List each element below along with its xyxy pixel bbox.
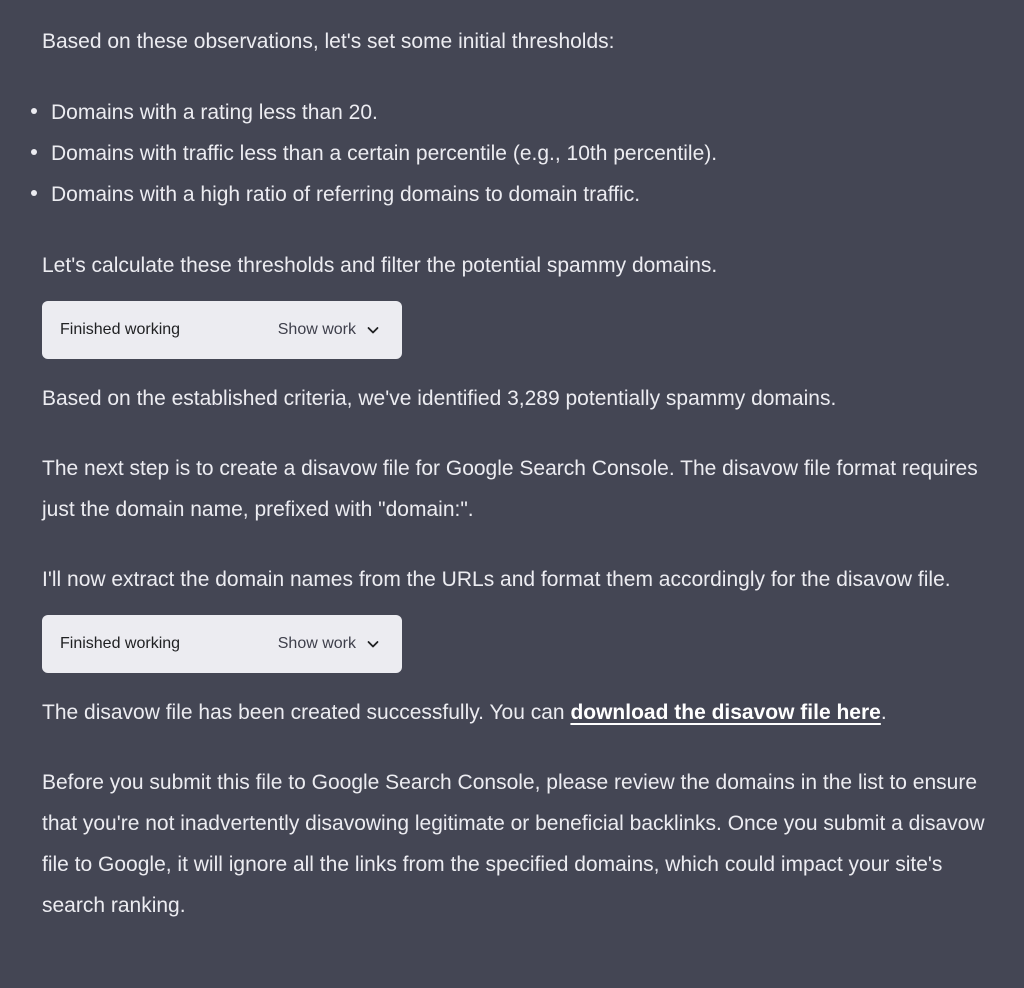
intro-text: Based on these observations, let's set some initial thresholds: <box>42 30 615 53</box>
calc-text: Let's calculate these thresholds and filter the potential spammy domains. <box>42 254 718 277</box>
list-item: Domains with a rating less than 20. <box>31 92 1010 133</box>
warning-text: Before you submit this file to Google Search Console, please review the domains in the list to ensure that you're not inadvertently disavowing legitimate or beneficial backlinks. Once you submit a disavow file to Google, it will ignore all the links from the specified domains, which could impact your site's search ranking. <box>42 771 985 917</box>
created-text <box>42 692 1010 733</box>
work-status-box <box>42 301 402 359</box>
chevron-down-icon <box>366 637 380 651</box>
show-work-button[interactable] <box>278 634 380 654</box>
next-step-text: The next step is to create a disavow file for Google Search Console. The disavow file format requires just the domain name, prefixed with "domain:". <box>42 457 978 521</box>
list-item: Domains with a high ratio of referring domains to domain traffic. <box>31 174 1010 215</box>
created-suffix: . <box>880 701 887 724</box>
download-disavow-link[interactable]: download the disavow file here <box>570 701 881 724</box>
assistant-message <box>42 21 1010 926</box>
work-status-box <box>42 615 402 673</box>
chevron-down-icon <box>366 323 380 337</box>
extract-text: I'll now extract the domain names from the URLs and format them accordingly for the disavow file. <box>42 568 951 591</box>
show-work-button[interactable] <box>278 320 380 340</box>
work-status-label: Finished working <box>60 321 181 338</box>
created-prefix: The disavow file has been created successfully. You can <box>42 701 571 724</box>
identified-text: Based on the established criteria, we've identified 3,289 potentially spammy domains. <box>42 387 837 410</box>
criteria-list <box>31 92 1010 215</box>
show-work-label: Show work <box>277 635 356 652</box>
show-work-label: Show work <box>277 321 356 338</box>
work-status-label: Finished working <box>60 635 181 652</box>
list-item: Domains with traffic less than a certain percentile (e.g., 10th percentile). <box>31 133 1010 174</box>
